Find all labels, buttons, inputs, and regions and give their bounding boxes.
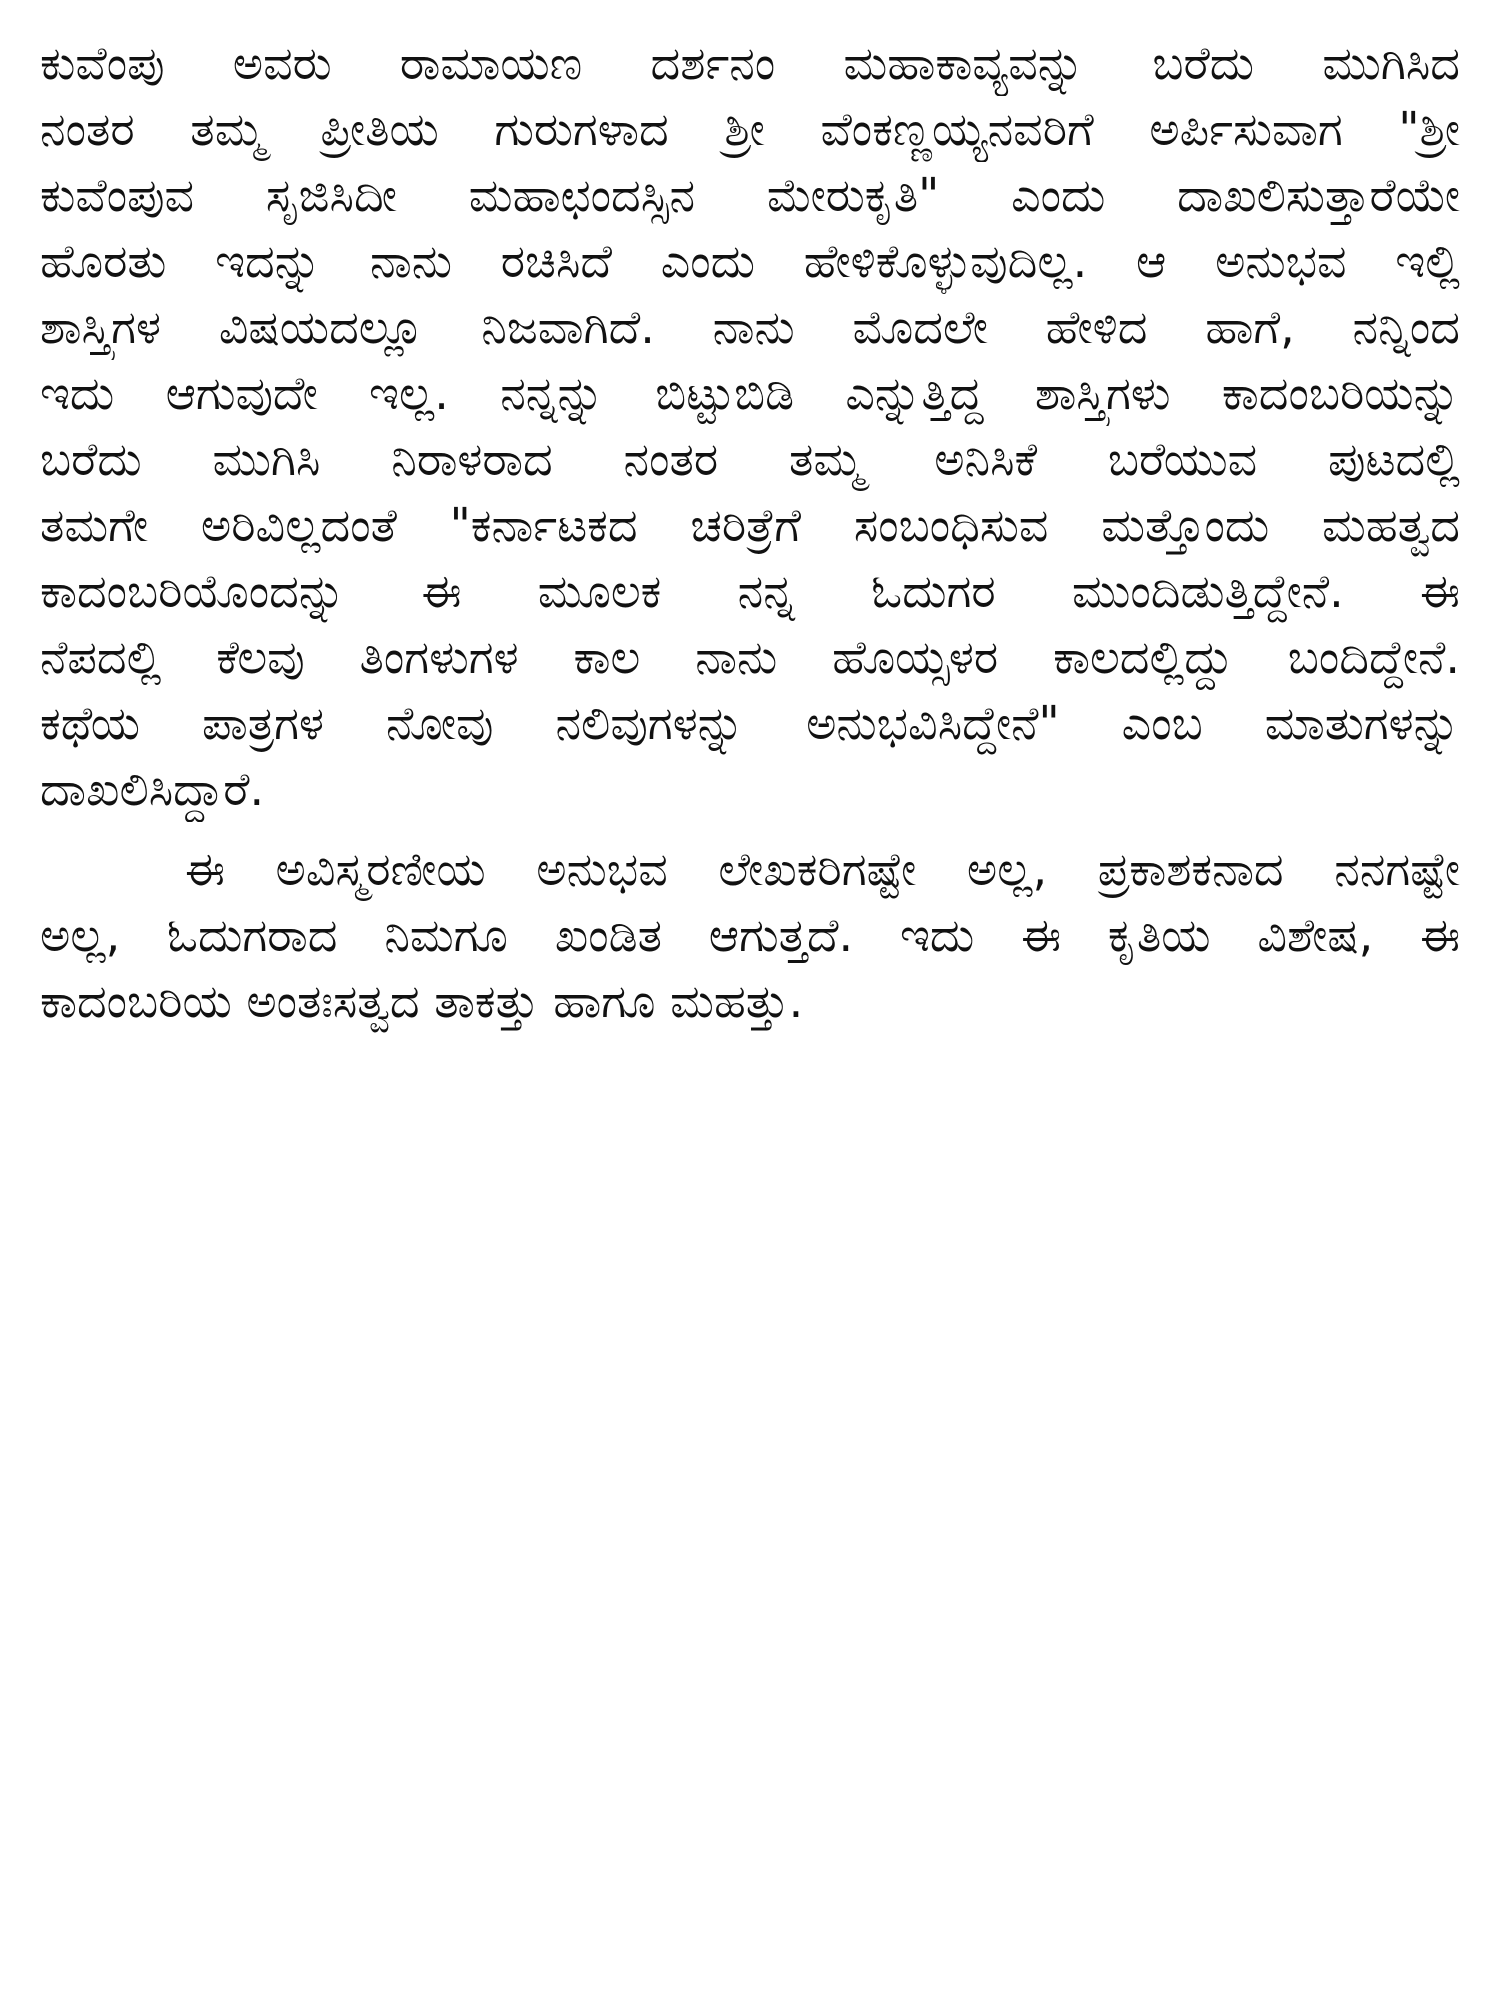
text-line: ತಮಗೇ ಅರಿವಿಲ್ಲದಂತೆ "ಕರ್ನಾಟಕದ ಚರಿತ್ರೆಗೆ ಸಂಬಂಧಿಸುವ ಮತ್ತೊಂದು ಮಹತ್ವದ — [40, 498, 1460, 552]
text-line: ದಾಖಲಿಸಿದ್ದಾರೆ. — [40, 762, 265, 816]
text-line: ಕಥೆಯ ಪಾತ್ರಗಳ ನೋವು ನಲಿವುಗಳನ್ನು ಅನುಭವಿಸಿದ್ದೇನೆ" ಎಂಬ ಮಾತುಗಳನ್ನು — [40, 696, 1460, 750]
text-line: ಕಾದಂಬರಿಯ ಅಂತಃಸತ್ವದ ತಾಕತ್ತು ಹಾಗೂ ಮಹತ್ತು. — [40, 974, 804, 1028]
text-line: ನೆಪದಲ್ಲಿ ಕೆಲವು ತಿಂಗಳುಗಳ ಕಾಲ ನಾನು ಹೊಯ್ಸಳರ ಕಾಲದಲ್ಲಿದ್ದು ಬಂದಿದ್ದೇನೆ. — [40, 630, 1460, 684]
text-line: ಈ ಅವಿಸ್ಮರಣೀಯ ಅನುಭವ ಲೇಖಕರಿಗಷ್ಟೇ ಅಲ್ಲ, ಪ್ರಕಾಶಕನಾದ ನನಗಷ್ಟೇ — [185, 842, 1460, 896]
document-page — [40, 30, 1460, 1970]
text-line: ಕಾದಂಬರಿಯೊಂದನ್ನು ಈ ಮೂಲಕ ನನ್ನ ಓದುಗರ ಮುಂದಿಡುತ್ತಿದ್ದೇನೆ. ಈ — [40, 564, 1460, 618]
text-line: ಕುವೆಂಪುವ ಸೃಜಿಸಿದೀ ಮಹಾಛಂದಸ್ಸಿನ ಮೇರುಕೃತಿ" ಎಂದು ದಾಖಲಿಸುತ್ತಾರೆಯೇ — [40, 168, 1460, 222]
text-line: ಇದು ಆಗುವುದೇ ಇಲ್ಲ. ನನ್ನನ್ನು ಬಿಟ್ಟುಬಿಡಿ ಎನ್ನುತ್ತಿದ್ದ ಶಾಸ್ತ್ರಿಗಳು ಕಾದಂಬರಿಯನ್ನು — [40, 366, 1460, 420]
paragraph-2 — [40, 836, 1460, 1034]
paragraph-1 — [40, 30, 1460, 822]
text-line: ಹೊರತು ಇದನ್ನು ನಾನು ರಚಿಸಿದೆ ಎಂದು ಹೇಳಿಕೊಳ್ಳುವುದಿಲ್ಲ. ಆ ಅನುಭವ ಇಲ್ಲಿ — [40, 234, 1460, 288]
text-line: ಅಲ್ಲ, ಓದುಗರಾದ ನಿಮಗೂ ಖಂಡಿತ ಆಗುತ್ತದೆ. ಇದು ಈ ಕೃತಿಯ ವಿಶೇಷ, ಈ — [40, 908, 1460, 962]
text-line: ನಂತರ ತಮ್ಮ ಪ್ರೀತಿಯ ಗುರುಗಳಾದ ಶ್ರೀ ವೆಂಕಣ್ಣಯ್ಯನವರಿಗೆ ಅರ್ಪಿಸುವಾಗ "ಶ್ರೀ — [40, 102, 1460, 156]
text-line: ಬರೆದು ಮುಗಿಸಿ ನಿರಾಳರಾದ ನಂತರ ತಮ್ಮ ಅನಿಸಿಕೆ ಬರೆಯುವ ಪುಟದಲ್ಲಿ — [40, 432, 1460, 486]
text-line: ಕುವೆಂಪು ಅವರು ರಾಮಾಯಣ ದರ್ಶನಂ ಮಹಾಕಾವ್ಯವನ್ನು ಬರೆದು ಮುಗಿಸಿದ — [40, 36, 1460, 90]
text-line: ಶಾಸ್ತ್ರಿಗಳ ವಿಷಯದಲ್ಲೂ ನಿಜವಾಗಿದೆ. ನಾನು ಮೊದಲೇ ಹೇಳಿದ ಹಾಗೆ, ನನ್ನಿಂದ — [40, 300, 1460, 354]
